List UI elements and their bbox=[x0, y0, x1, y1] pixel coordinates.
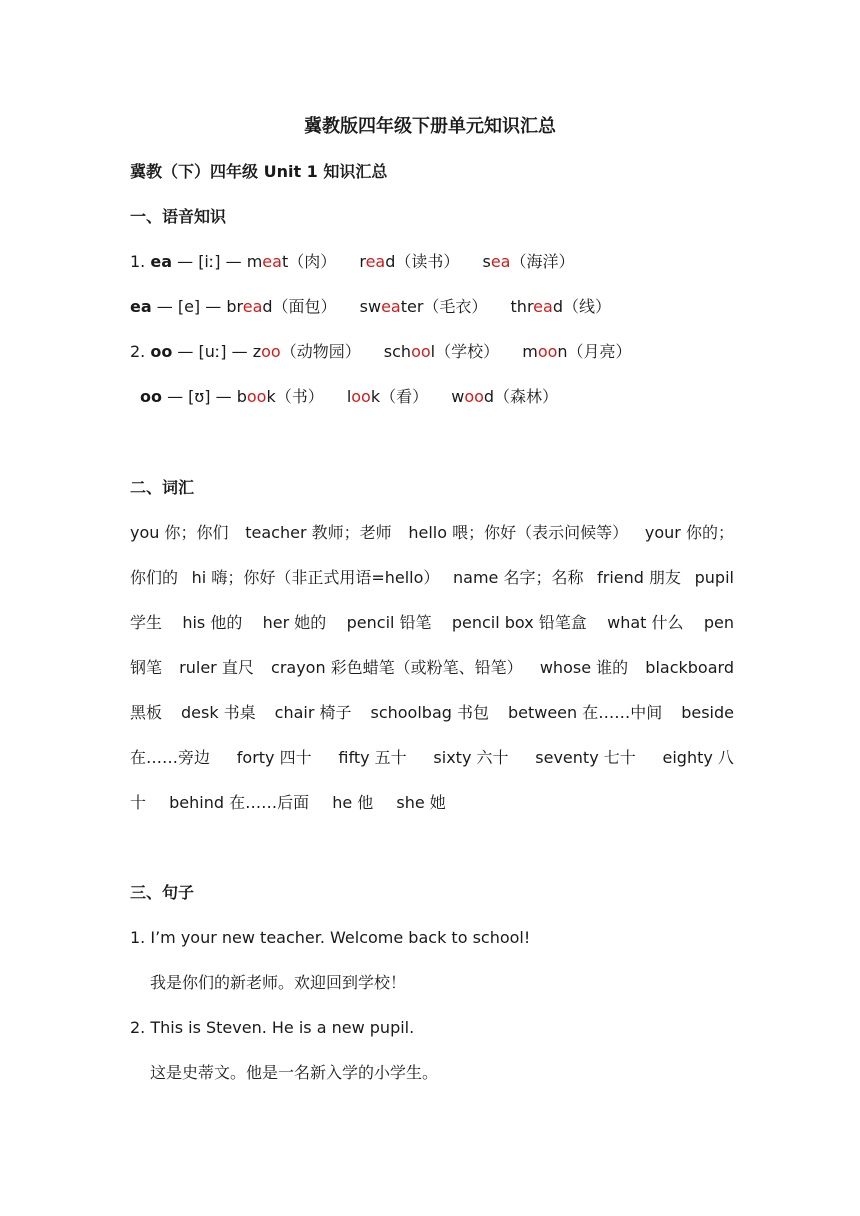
example-word: sea（海洋） bbox=[482, 252, 575, 271]
vocab-item: between 在……中间 bbox=[507, 703, 663, 722]
row-number: 2. bbox=[130, 342, 151, 361]
vocab-item: sixty 六十 bbox=[433, 748, 509, 767]
vocab-item: she 她 bbox=[396, 793, 446, 812]
vocab-item: beside bbox=[681, 703, 734, 722]
vocab-item: pen bbox=[703, 613, 734, 632]
vocab-item: pencil 铅笔 bbox=[346, 613, 432, 632]
phonetic-sound: — [ʊ] — bbox=[161, 387, 237, 406]
vocab-item: whose 谁的 bbox=[539, 658, 629, 677]
example-word: school（学校） bbox=[383, 342, 500, 361]
vocab-item: 黑板 bbox=[130, 703, 163, 722]
example-word: thread（线） bbox=[510, 297, 611, 316]
vocab-line bbox=[130, 656, 734, 680]
vocab-line bbox=[130, 791, 734, 815]
example-word: meat（肉） bbox=[246, 252, 337, 271]
vocab-item: your 你的； bbox=[644, 523, 734, 542]
phonetic-sound: — [uː] — bbox=[172, 342, 253, 361]
sentence-cn: 这是史蒂文。他是一名新入学的小学生。 bbox=[150, 1063, 439, 1082]
phonics-row bbox=[130, 295, 734, 319]
vocab-item: hi 嗨；你好（非正式用语=hello） bbox=[191, 568, 440, 587]
example-word: look（看） bbox=[346, 387, 429, 406]
vocab-item: pencil box 铅笔盒 bbox=[451, 613, 587, 632]
letter-pattern: ea bbox=[150, 252, 173, 271]
vocab-item: ruler 直尺 bbox=[179, 658, 254, 677]
sentence-en: 2. This is Steven. He is a new pupil. bbox=[130, 1018, 415, 1037]
sentence-cn: 我是你们的新老师。欢迎回到学校！ bbox=[150, 973, 407, 992]
vocab-item: behind 在……后面 bbox=[169, 793, 310, 812]
vocab-item: teacher 教师；老师 bbox=[245, 523, 392, 542]
vocab-item: 钢笔 bbox=[130, 658, 163, 677]
letter-pattern: ea bbox=[130, 297, 152, 316]
vocab-item: seventy 七十 bbox=[535, 748, 636, 767]
vocab-line bbox=[130, 521, 734, 545]
document-title: 冀教版四年级下册单元知识汇总 bbox=[304, 116, 556, 137]
letter-pattern: oo bbox=[150, 342, 173, 361]
phonics-row bbox=[130, 340, 734, 364]
vocab-item: 你们的 bbox=[130, 568, 179, 587]
phonics-row bbox=[130, 250, 734, 274]
phonetic-sound: — [e] — bbox=[151, 297, 227, 316]
letter-pattern: oo bbox=[140, 387, 162, 406]
vocab-item: pupil bbox=[694, 568, 734, 587]
vocab-item: hello 喂；你好（表示问候等） bbox=[408, 523, 629, 542]
vocab-item: fifty 五十 bbox=[338, 748, 407, 767]
unit-heading: 冀教（下）四年级 Unit 1 知识汇总 bbox=[130, 162, 388, 181]
phonetic-sound: — [iː] — bbox=[172, 252, 247, 271]
example-word: zoo（动物园） bbox=[252, 342, 361, 361]
vocab-item: schoolbag 书包 bbox=[370, 703, 489, 722]
vocab-line bbox=[130, 566, 734, 590]
vocab-item: crayon 彩色蜡笔（或粉笔、铅笔） bbox=[271, 658, 523, 677]
vocab-line bbox=[130, 701, 734, 725]
vocab-item: 在……旁边 bbox=[130, 748, 211, 767]
vocab-item: chair 椅子 bbox=[274, 703, 352, 722]
vocab-line bbox=[130, 746, 734, 770]
section2-heading: 二、词汇 bbox=[130, 478, 195, 497]
example-word: book（书） bbox=[236, 387, 324, 406]
section1-heading: 一、语音知识 bbox=[130, 207, 227, 226]
vocab-item: desk 书桌 bbox=[180, 703, 256, 722]
vocab-item: forty 四十 bbox=[236, 748, 312, 767]
phonics-row bbox=[130, 385, 744, 409]
vocab-item: his 他的 bbox=[182, 613, 243, 632]
vocab-item: he 他 bbox=[332, 793, 374, 812]
vocab-item: you 你；你们 bbox=[130, 523, 229, 542]
vocab-item: blackboard bbox=[645, 658, 734, 677]
vocab-item: friend 朋友 bbox=[597, 568, 681, 587]
vocab-item: what 什么 bbox=[607, 613, 684, 632]
vocab-item: name 名字；名称 bbox=[453, 568, 584, 587]
vocab-line bbox=[130, 611, 734, 635]
sentence-en: 1. I’m your new teacher. Welcome back to school! bbox=[130, 928, 531, 947]
vocab-item: eighty 八 bbox=[662, 748, 734, 767]
example-word: wood（森林） bbox=[451, 387, 559, 406]
row-number: 1. bbox=[130, 252, 151, 271]
example-word: moon（月亮） bbox=[522, 342, 632, 361]
vocab-item: 学生 bbox=[130, 613, 163, 632]
section3-heading: 三、句子 bbox=[130, 883, 195, 902]
example-word: bread（面包） bbox=[226, 297, 337, 316]
example-word: sweater（毛衣） bbox=[359, 297, 488, 316]
example-word: read（读书） bbox=[359, 252, 460, 271]
vocab-item: her 她的 bbox=[262, 613, 327, 632]
vocab-item: 十 bbox=[130, 793, 147, 812]
